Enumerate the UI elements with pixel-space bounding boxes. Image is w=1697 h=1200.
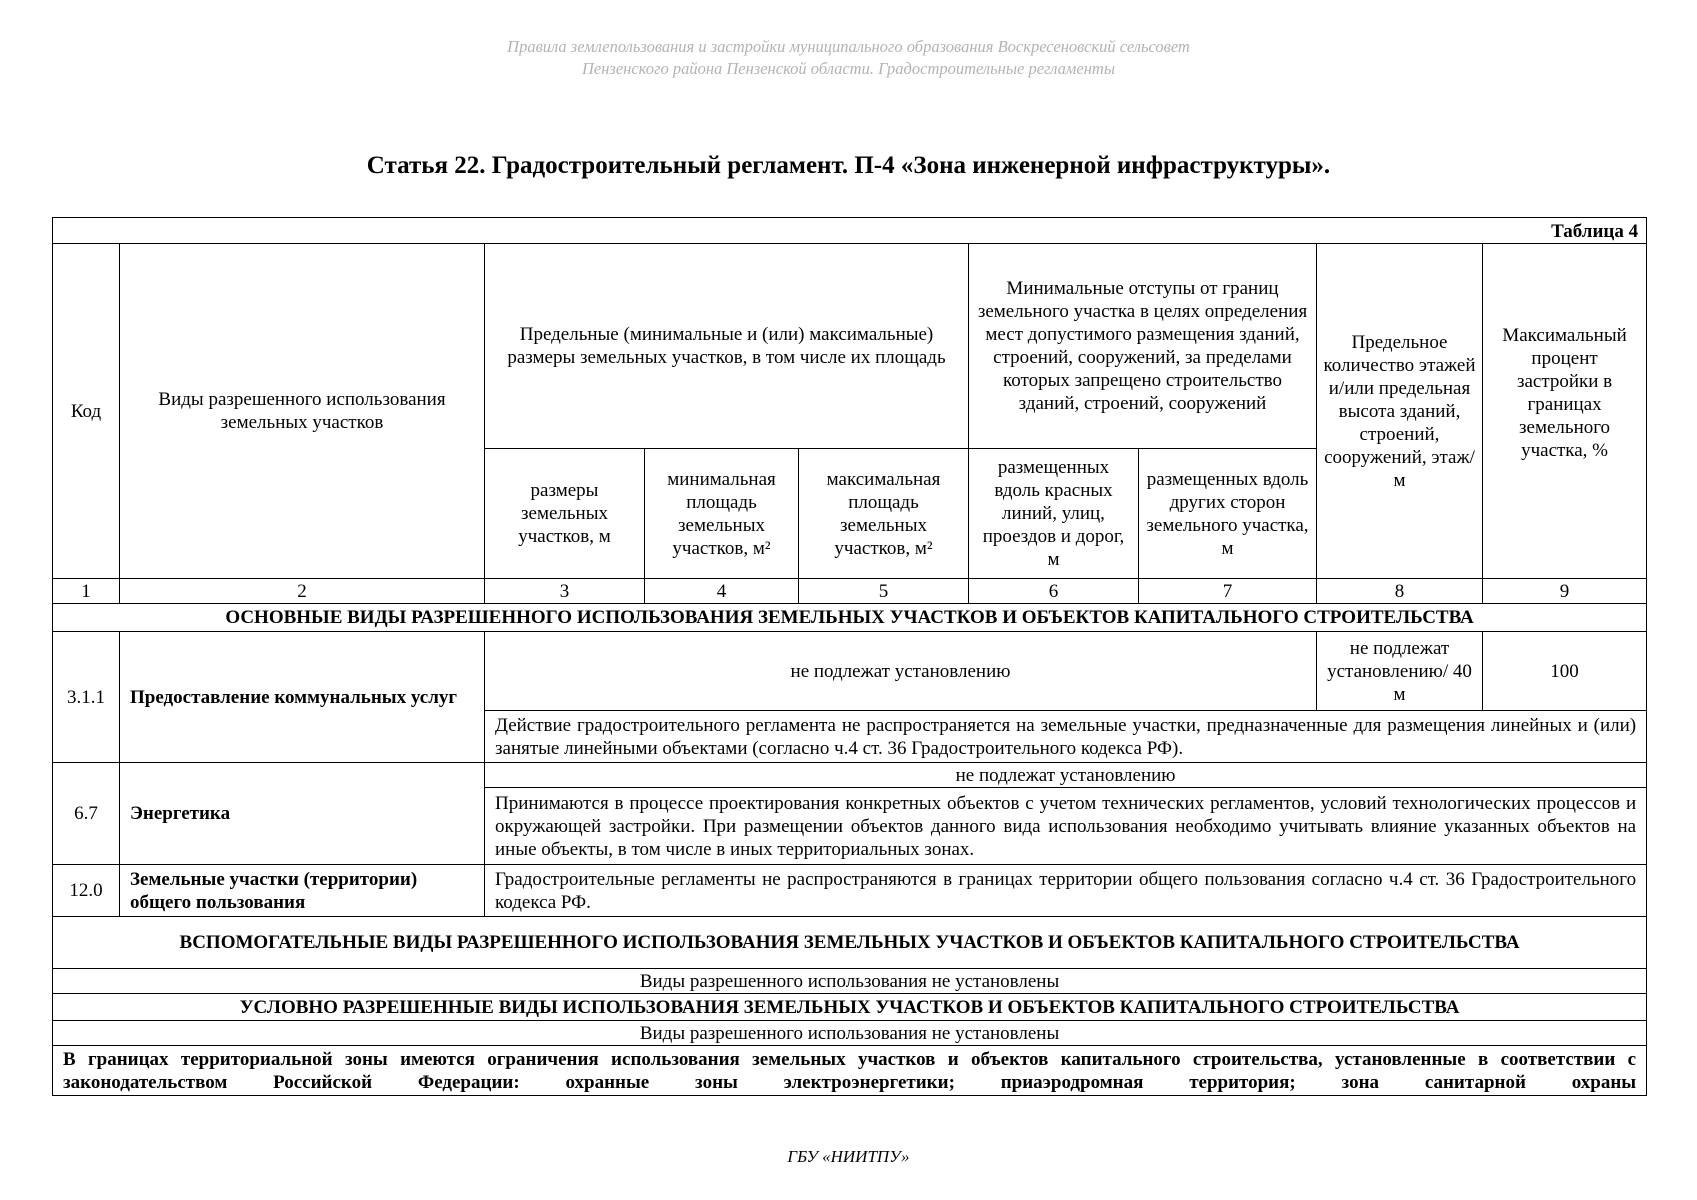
column-number: 7 — [1139, 579, 1317, 604]
footer: ГБУ «НИИТПУ» — [787, 1147, 910, 1166]
header-sizes-group: Предельные (минимальные и (или) максимальные) размеры земельных участков, в том числе их площадь — [485, 244, 969, 449]
header-use-types: Виды разрешенного использования земельных участков — [120, 244, 485, 579]
aux-text-row — [53, 969, 1647, 994]
row-code: 6.7 — [53, 763, 120, 865]
section-cond-row — [53, 994, 1647, 1021]
header-sizes: размеры земельных участков, м — [485, 449, 645, 579]
header-setback-other: размещенных вдоль других сторон земельного участка, м — [1139, 449, 1317, 579]
restrictions-row — [53, 1046, 1647, 1096]
row-code: 12.0 — [53, 865, 120, 917]
section-heading-aux: ВСПОМОГАТЕЛЬНЫЕ ВИДЫ РАЗРЕШЕННОГО ИСПОЛЬЗОВАНИЯ ЗЕМЕЛЬНЫХ УЧАСТКОВ И ОБЪЕКТОВ КАПИТАЛЬНОГО СТРОИТЕЛЬСТВА — [53, 917, 1647, 969]
row-note: Принимаются в процессе проектирования конкретных объектов с учетом технических регламентов, условий технологических процессов и окружающей застройки. При размещении объектов данного вида использования необходимо учитывать влияние указанных объектов на иные объекты, в том числе в иных территориальных зонах. — [485, 788, 1647, 865]
header-code: Код — [53, 244, 120, 579]
table-row — [53, 865, 1647, 917]
restrictions-text: В границах территориальной зоны имеются ограничения использования земельных участков и объектов капитального строительства, установленные в соответствии с законодательством Российской Федерации: охранные зоны электроэнергетики; приаэродромная территория; зона санитарной охраны — [63, 1048, 1637, 1093]
table-caption: Таблица 4 — [53, 218, 1647, 244]
row-params: не подлежат установлению — [485, 632, 1317, 711]
row-note: Градостроительные регламенты не распространяются в границах территории общего пользования согласно ч.4 ст. 36 Градостроительного кодекса РФ. — [485, 865, 1647, 917]
header-setback-red: размещенных вдоль красных линий, улиц, проездов и дорог, м — [969, 449, 1139, 579]
column-number: 3 — [485, 579, 645, 604]
table-row — [53, 632, 1647, 711]
column-number: 1 — [53, 579, 120, 604]
table-row — [53, 763, 1647, 788]
column-number: 5 — [799, 579, 969, 604]
header-setbacks-group: Минимальные отступы от границ земельного участка в целях определения мест допустимого размещения зданий, строений, сооружений, за пределами которых запрещено строительство зданий, строений, сооружений — [969, 244, 1317, 449]
column-number-row — [53, 579, 1647, 604]
row-percent: 100 — [1483, 632, 1647, 711]
column-number: 9 — [1483, 579, 1647, 604]
aux-text: Виды разрешенного использования не установлены — [53, 969, 1647, 994]
section-heading-conditional: УСЛОВНО РАЗРЕШЕННЫЕ ВИДЫ ИСПОЛЬЗОВАНИЯ ЗЕМЕЛЬНЫХ УЧАСТКОВ И ОБЪЕКТОВ КАПИТАЛЬНОГО СТРОИТЕЛЬСТВА — [53, 994, 1647, 1021]
header-max-area: максимальная площадь земельных участков, м² — [799, 449, 969, 579]
header-floors: Предельное количество этажей и/или предельная высота зданий, строений, сооружений, этаж/м — [1317, 244, 1483, 579]
column-number: 2 — [120, 579, 485, 604]
row-floors: не подлежат установлению/ 40 м — [1317, 632, 1483, 711]
header-row-1 — [53, 244, 1647, 449]
running-head-line1: Правила землепользования и застройки муниципального образования Воскресеновский сельсовет — [507, 37, 1190, 56]
row-use-name: Энергетика — [120, 763, 485, 865]
running-head — [0, 36, 1697, 80]
running-head-line2: Пензенского района Пензенской области. Градостроительные регламенты — [581, 59, 1116, 78]
conditional-text: Виды разрешенного использования не установлены — [53, 1021, 1647, 1046]
regulation-table — [52, 217, 1647, 1096]
column-number: 4 — [645, 579, 799, 604]
cond-text-row — [53, 1021, 1647, 1046]
section-main-row — [53, 604, 1647, 632]
row-use-name: Земельные участки (территории) общего пользования — [120, 865, 485, 917]
section-aux-row — [53, 917, 1647, 969]
row-params: не подлежат установлению — [485, 763, 1647, 788]
section-heading-main: ОСНОВНЫЕ ВИДЫ РАЗРЕШЕННОГО ИСПОЛЬЗОВАНИЯ ЗЕМЕЛЬНЫХ УЧАСТКОВ И ОБЪЕКТОВ КАПИТАЛЬНОГО СТРОИТЕЛЬСТВА — [53, 604, 1647, 632]
column-number: 6 — [969, 579, 1139, 604]
header-min-area: минимальная площадь земельных участков, м² — [645, 449, 799, 579]
table-caption-row — [53, 218, 1647, 244]
restrictions-cell — [53, 1046, 1647, 1096]
header-max-percent: Максимальный процент застройки в границах земельного участка, % — [1483, 244, 1647, 579]
row-use-name: Предоставление коммунальных услуг — [120, 632, 485, 763]
row-code: 3.1.1 — [53, 632, 120, 763]
column-number: 8 — [1317, 579, 1483, 604]
page-title: Статья 22. Градостроительный регламент. П-4 «Зона инженерной инфраструктуры». — [366, 152, 1331, 179]
row-note: Действие градостроительного регламента не распространяется на земельные участки, предназначенные для размещения линейных и (или) занятые линейными объектами (согласно ч.4 ст. 36 Градостроительного кодекса РФ). — [485, 711, 1647, 763]
